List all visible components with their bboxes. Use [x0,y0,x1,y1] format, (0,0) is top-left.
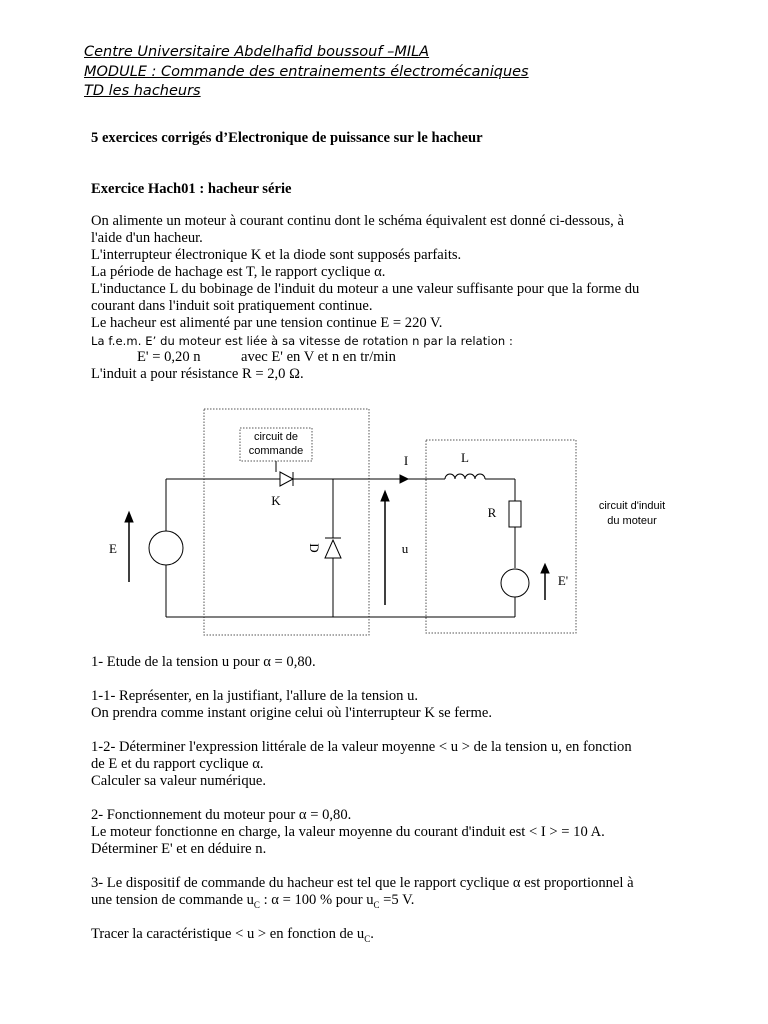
intro-line-7: Le hacheur est alimenté par une tension continue E = 220 V. [91,315,443,331]
document-title: 5 exercices corrigés d’Electronique de puissance sur le hacheur [91,130,483,146]
question-3b: une tension de commande $u_C$ : α = 100 % pour $u_C =5$ V. [91,892,415,910]
label-E-prime: E' [557,573,569,588]
question-2a: 2- Fonctionnement du moteur pour α = 0,80. [91,807,352,823]
intro-line-2: l'aide d'un hacheur. [91,230,203,246]
question-1-2a: 1-2- Déterminer l'expression littérale de la valeur moyenne < u > de la tension u, en fonction [91,739,632,755]
label-E: E [109,541,117,556]
label-D: D [307,543,322,553]
label-commande: commande [248,445,304,457]
label-u: u [401,541,409,556]
question-1-1a: 1-1- Représenter, en la justifiant, l'allure de la tension u. [91,688,419,704]
question-2b: Le moteur fonctionne en charge, la valeur moyenne du courant d'induit est < I > = 10 A. [91,824,605,840]
header-module: MODULE : Commande des entrainements électromécaniques [84,64,529,80]
exercise-title: Exercice Hach01 : hacheur série [91,181,292,197]
diode-D-symbol [325,540,341,558]
intro-line-10: L'induit a pour résistance R = 2,0 Ω. [91,366,304,382]
motor-dotted-box [426,440,576,633]
question-1-1b: On prendra comme instant origine celui où l'interrupteur K se ferme. [91,705,492,721]
intro-line-4: La période de hachage est T, le rapport cyclique α. [91,264,386,280]
label-circuit-induit: circuit d'induit [598,500,666,512]
header-td: TD les hacheurs [84,83,201,99]
question-4: Tracer la caractéristique < u > en fonction de $u_C$. [91,926,374,944]
intro-line-8: La f.e.m. E’ du moteur est liée à sa vitesse de rotation n par la relation : [91,334,513,348]
intro-line-3: L'interrupteur électronique K et la diode sont supposés parfaits. [91,247,462,263]
source-E-symbol [149,531,183,565]
label-L: L [461,450,469,465]
question-1: 1- Etude de la tension u pour α = 0,80. [91,654,316,670]
question-1-2b: de E et du rapport cyclique α. [91,756,264,772]
resistor-R-symbol [509,501,521,527]
inductor-L-symbol [445,474,485,479]
intro-line-5: L'inductance L du bobinage de l'induit du moteur a une valeur suffisante pour que la forme du [91,281,640,297]
label-K: K [271,493,281,508]
question-2c: Déterminer E' et en déduire n. [91,841,267,857]
label-I: I [403,453,409,468]
intro-line-9a: E' = 0,20 n [137,349,201,365]
label-du-moteur: du moteur [607,515,657,527]
label-R: R [487,505,497,520]
switch-K-symbol [280,472,293,486]
label-circuit-de: circuit de [253,431,299,443]
header-institution: Centre Universitaire Abdelhafid boussouf –MILA [84,44,430,60]
intro-line-9b: avec E' en V et n en tr/min [241,349,396,365]
intro-line-6: courant dans l'induit soit pratiquement continue. [91,298,373,314]
question-1-2c: Calculer sa valeur numérique. [91,773,267,789]
source-E-prime-symbol [501,569,529,597]
intro-line-1: On alimente un moteur à courant continu dont le schéma équivalent est donné ci-dessous, à [91,213,624,229]
question-3a: 3- Le dispositif de commande du hacheur est tel que le rapport cyclique α est proportionnel à [91,875,634,891]
